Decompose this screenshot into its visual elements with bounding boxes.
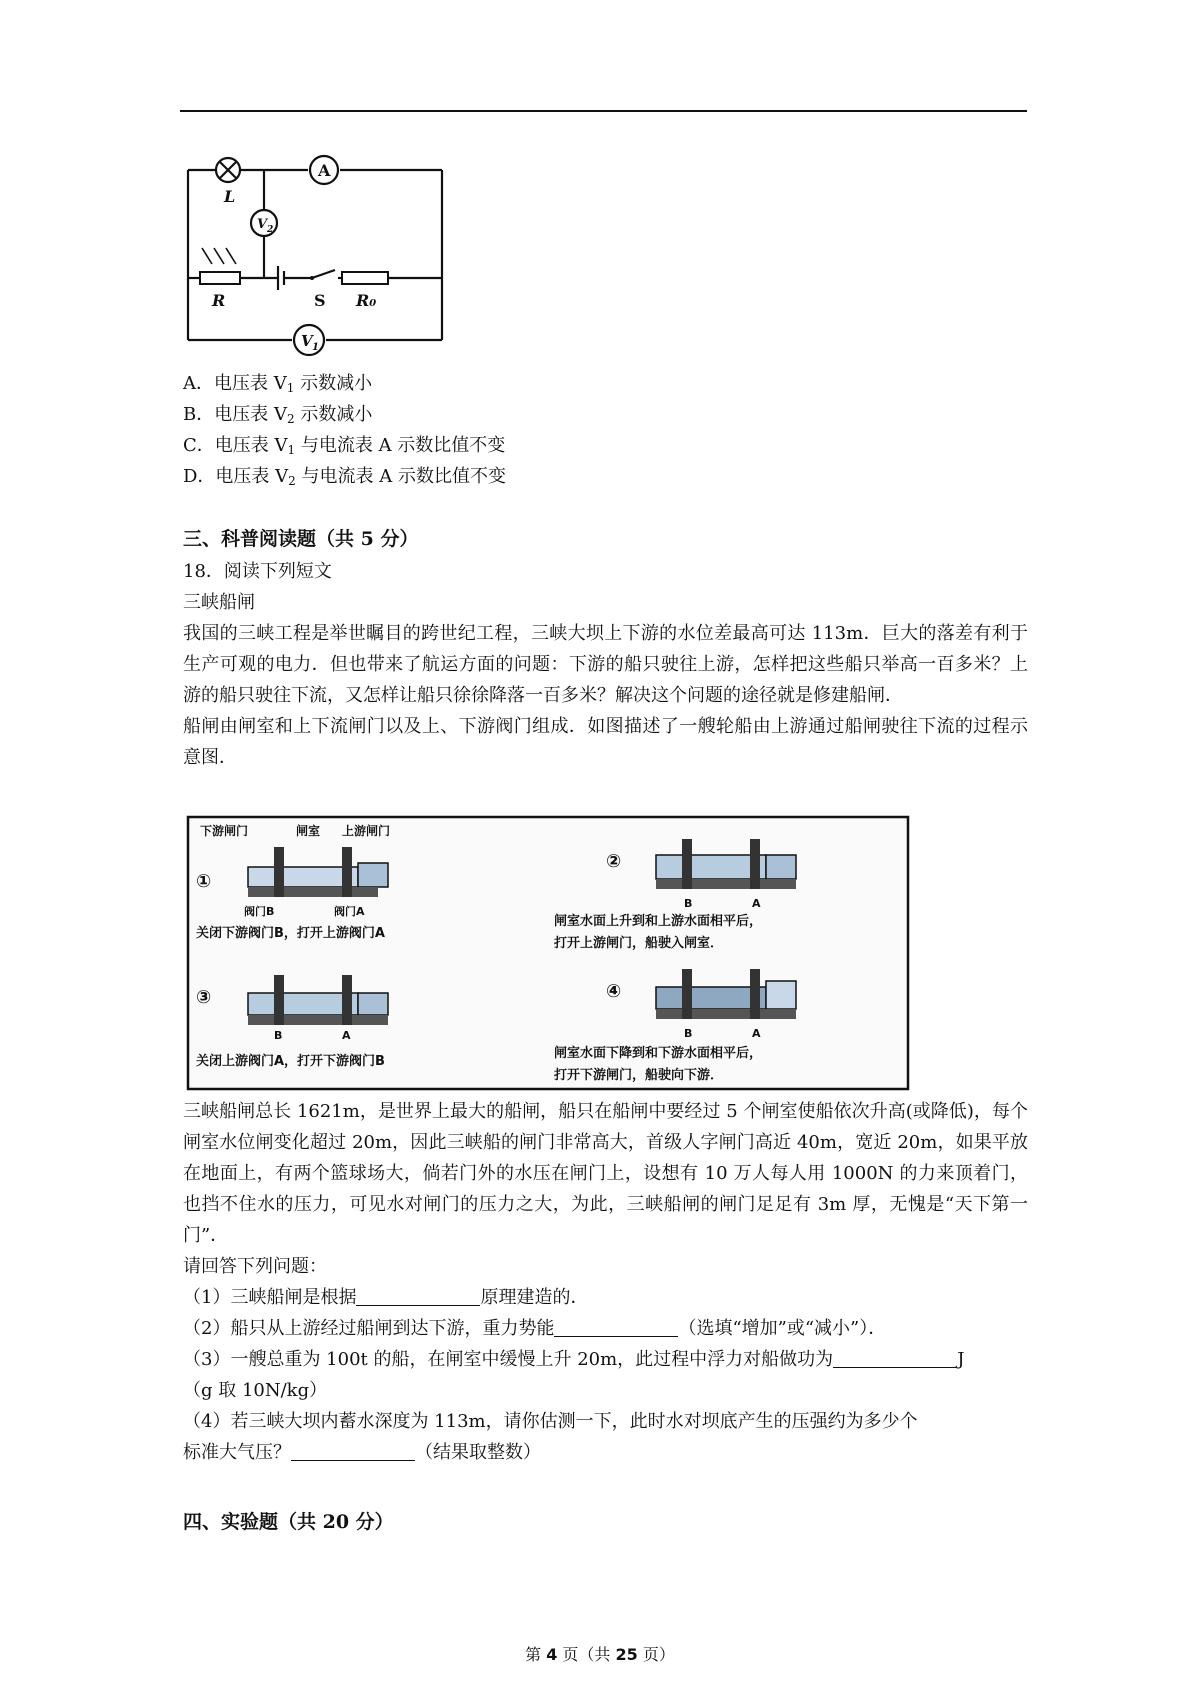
step3-letter-a: A	[342, 1029, 351, 1042]
option-d: D．电压表 $V_2$ 与电流表 A 示数比值不变	[183, 466, 506, 488]
section4-title: 四、实验题（共 20 分）	[183, 1511, 394, 1533]
header-rule	[180, 110, 1027, 112]
paragraph-2: 船闸由闸室和上下流闸门以及上、下游阀门组成．如图描述了一艘轮船由上游通过船闸驶往下流的过程示意图．	[183, 716, 1028, 768]
answer-blank-2[interactable]	[554, 1316, 678, 1337]
answer-options	[183, 368, 1043, 492]
option-a: A．电压表 $V_1$ 示数减小	[183, 373, 373, 395]
sub-question-1: （1）三峡船闸是根据 原理建造的．	[183, 1287, 589, 1308]
v2-sub: 2	[267, 225, 274, 235]
step4-number: ④	[606, 981, 622, 1002]
v2-label: V	[257, 217, 268, 232]
sub-question-2: （2）船只从上游经过船闸到达下游，重力势能 （选填“增加”或“减小”）．	[183, 1318, 887, 1339]
step3-number: ③	[196, 987, 212, 1008]
article-title: 三峡船闸	[183, 592, 255, 613]
r-label: R	[212, 291, 226, 310]
step2-caption-2: 打开上游闸门，船驶入闸室．	[554, 936, 724, 951]
q18-intro: 18．阅读下列短文	[183, 561, 332, 582]
circuit-diagram	[180, 150, 450, 360]
step2-letter-b: B	[684, 897, 693, 910]
step1-caption: 关闭下游阀门B，打开上游阀门A	[196, 926, 385, 941]
option-c: C．电压表 $V_1$ 与电流表 A 示数比值不变	[183, 435, 506, 457]
answer-blank-4[interactable]	[291, 1440, 415, 1461]
label-upstream-gate: 上游闸门	[342, 824, 391, 838]
question-18-continued	[183, 1096, 1028, 1468]
answer-blank-1[interactable]	[356, 1285, 480, 1306]
step2-caption-1: 闸室水面上升到和上游水面相平后，	[554, 914, 763, 929]
label-valve-b: 阀门B	[244, 905, 275, 918]
step2-letter-a: A	[752, 897, 761, 910]
lamp-label: L	[224, 187, 236, 206]
sub-question-4: （4）若三峡大坝内蓄水深度为 113m，请你估测一下，此时水对坝底产生的压强约为多少个	[183, 1411, 918, 1432]
answer-prompt: 请回答下列问题：	[183, 1256, 327, 1277]
question-18	[183, 556, 1028, 773]
answer-blank-3[interactable]	[833, 1347, 957, 1368]
switch-label: S	[314, 291, 326, 310]
step4-letter-b: B	[684, 1027, 693, 1040]
v1-label: V	[301, 332, 313, 350]
ship-lock-figure	[186, 815, 910, 1091]
paragraph-1: 我国的三峡工程是举世瞩目的跨世纪工程，三峡大坝上下游的水位差最高可达 113m．巨大的落差有利于生产可观的电力．但也带来了航运方面的问题：下游的船只驶往上游，怎样把这些船只举高一百多米？上游的船只驶往下流，又怎样让船只徐徐降落一百多米？解决这个问题的途径就是修建船闸．	[183, 623, 1028, 706]
sub-question-3-note: （g 取 10N/kg）	[183, 1380, 328, 1401]
step2-number: ②	[606, 851, 622, 872]
step3-letter-b: B	[274, 1029, 283, 1042]
paragraph-3: 三峡船闸总长 1621m，是世界上最大的船闸，船只在船闸中要经过 5 个闸室使船依次升高(或降低)，每个闸室水位闸变化超过 20m，因此三峡船的闸门非常高大，首级人字闸门高近 40m，宽近 20m，如果平放在地面上，有两个篮球场大，倘若门外的水压在闸门上，设想有 10 万人每人用 1000N 的力来顶着门，也挡不住水的压力，可见水对闸门的压力之大，为此，三峡船闸的闸门足足有 3m 厚，无愧是“天下第一门”．	[183, 1101, 1028, 1246]
label-chamber: 闸室	[296, 824, 321, 838]
step3-caption: 关闭上游阀门A，打开下游阀门B	[196, 1054, 385, 1069]
label-downstream-gate: 下游闸门	[200, 824, 249, 838]
v1-sub: 1	[312, 342, 319, 353]
ammeter-label: A	[318, 161, 331, 180]
r0-label: R₀	[356, 291, 377, 310]
label-valve-a: 阀门A	[334, 905, 365, 918]
sub-question-4-cont: 标准大气压？ （结果取整数）	[183, 1442, 541, 1463]
step4-letter-a: A	[752, 1027, 761, 1040]
section3-title: 三、科普阅读题（共 5 分）	[183, 528, 419, 550]
page-footer: 第 4 页（共 25 页）	[525, 1645, 675, 1664]
option-b: B．电压表 $V_2$ 示数减小	[183, 404, 373, 426]
sub-question-3: （3）一艘总重为 100t 的船，在闸室中缓慢上升 20m，此过程中浮力对船做功为 J	[183, 1349, 965, 1370]
step1-number: ①	[196, 871, 212, 892]
step4-caption-2: 打开下游闸门，船驶向下游．	[554, 1068, 724, 1083]
step4-caption-1: 闸室水面下降到和下游水面相平后，	[554, 1046, 763, 1061]
